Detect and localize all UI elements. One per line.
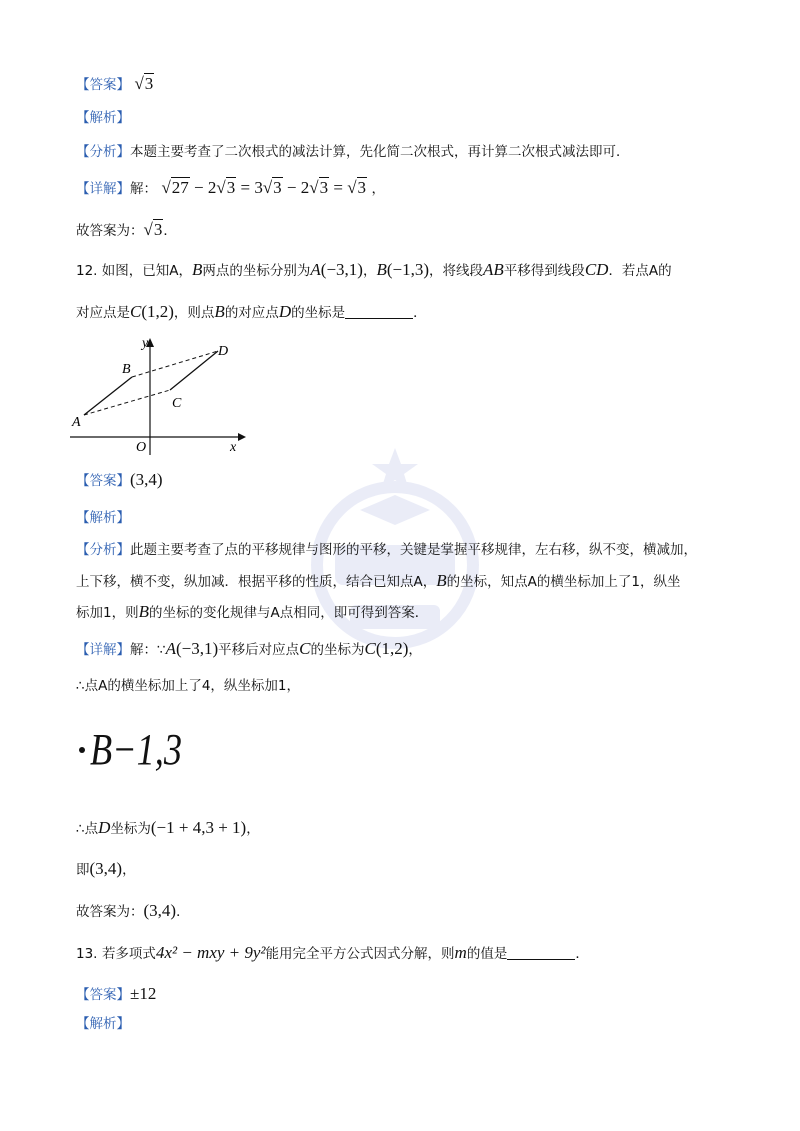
final-value: 3 <box>153 220 163 239</box>
coordinate-figure <box>70 335 250 460</box>
analysis-tag: 【解析】 <box>76 110 130 126</box>
detail-suffix: ， <box>371 181 385 197</box>
q12-step2-line: ∴点A的横坐标加上了4，纵坐标加1， <box>76 678 301 694</box>
q12-final-line: 故答案为：(3,4)． <box>76 901 190 920</box>
q13-analysis-line: 【解析】 <box>76 1016 130 1032</box>
garbled-text: B−1,3 <box>90 725 182 774</box>
q12-fenxi-line3: 标加1，则B的坐标的变化规律与A点相同，即可得到答案． <box>76 602 429 621</box>
sqrt-symbol: √ <box>134 74 144 93</box>
label-b: B <box>122 362 131 377</box>
detail-prefix: 解： <box>130 181 157 197</box>
q12-step3-line: ∴点D坐标为(−1 + 4,3 + 1)， <box>76 818 260 837</box>
final-prefix: 故答案为： <box>76 223 144 239</box>
answer-tag: 【答案】 <box>76 77 130 93</box>
answer-blank <box>507 945 575 960</box>
label-c: C <box>172 396 182 411</box>
fenxi-text: 本题主要考查了二次根式的减法计算，先化简二次根式，再计算二次根式减法即可． <box>130 144 630 160</box>
q12-answer-line <box>76 468 163 493</box>
answer-blank <box>345 304 413 319</box>
bullet-dot <box>79 747 85 753</box>
answer-value: 3 <box>144 74 154 93</box>
q12-fenxi-line1: 【分析】此题主要考查了点的平移规律与图形的平移，关键是掌握平移规律，左右移，纵不变，横减加， <box>76 542 697 558</box>
x-axis-arrow <box>238 433 246 441</box>
fenxi-tag: 【分析】 <box>76 144 130 160</box>
dashed-ac <box>84 390 170 415</box>
answer-value: (3,4) <box>130 470 163 489</box>
q12-detail-line: 【详解】解：∵A(−3,1)平移后对应点C的坐标为C(1,2)， <box>76 639 422 658</box>
q11-detail-line <box>76 176 385 201</box>
q13-stem-line: 13. 若多项式4x² − mxy + 9y²能用完全平方公式因式分解，则m的值是 ． <box>76 943 589 962</box>
question-number: 12. <box>76 263 98 279</box>
detail-tag: 【详解】 <box>76 181 130 197</box>
q12-step4-line: 即(3,4)， <box>76 859 136 878</box>
q11-answer-line <box>76 72 154 97</box>
graduation-cap-icon <box>360 495 430 525</box>
label-d: D <box>218 344 229 359</box>
answer-tag: 【答案】 <box>76 473 130 489</box>
q12-stem-line1: 12. 如图，已知A，B两点的坐标分别为A(−3,1)，B(−1,3)，将线段AB平移得到线段CD．若点A的 <box>76 260 672 279</box>
segment-cd <box>170 351 218 390</box>
garbled-formula <box>74 716 194 786</box>
label-x: x <box>230 440 237 455</box>
q11-final-line: 故答案为：√3． <box>76 220 177 239</box>
q12-analysis-line: 【解析】 <box>76 510 130 526</box>
label-o: O <box>136 440 147 455</box>
q13-answer-line: 【答案】±12 <box>76 984 157 1003</box>
segment-ab <box>84 377 132 415</box>
answer-value: ±12 <box>130 984 157 1003</box>
label-a: A <box>72 415 81 430</box>
q11-fenxi-line <box>76 140 630 164</box>
q12-stem-line2: 对应点是C(1,2)，则点B的对应点D的坐标是 ． <box>76 302 427 321</box>
q11-analysis-line <box>76 106 130 130</box>
q12-fenxi-line2: 上下移，横不变，纵加减．根据平移的性质，结合已知点A，B的坐标，知点A的横坐标加上了1，纵坐 <box>76 571 681 590</box>
dashed-bd <box>132 351 218 377</box>
label-y: y <box>142 336 149 351</box>
detail-math: √27 − 2√3 = 3√3 − 2√3 = √3 <box>161 178 367 197</box>
question-number: 13. <box>76 946 98 962</box>
